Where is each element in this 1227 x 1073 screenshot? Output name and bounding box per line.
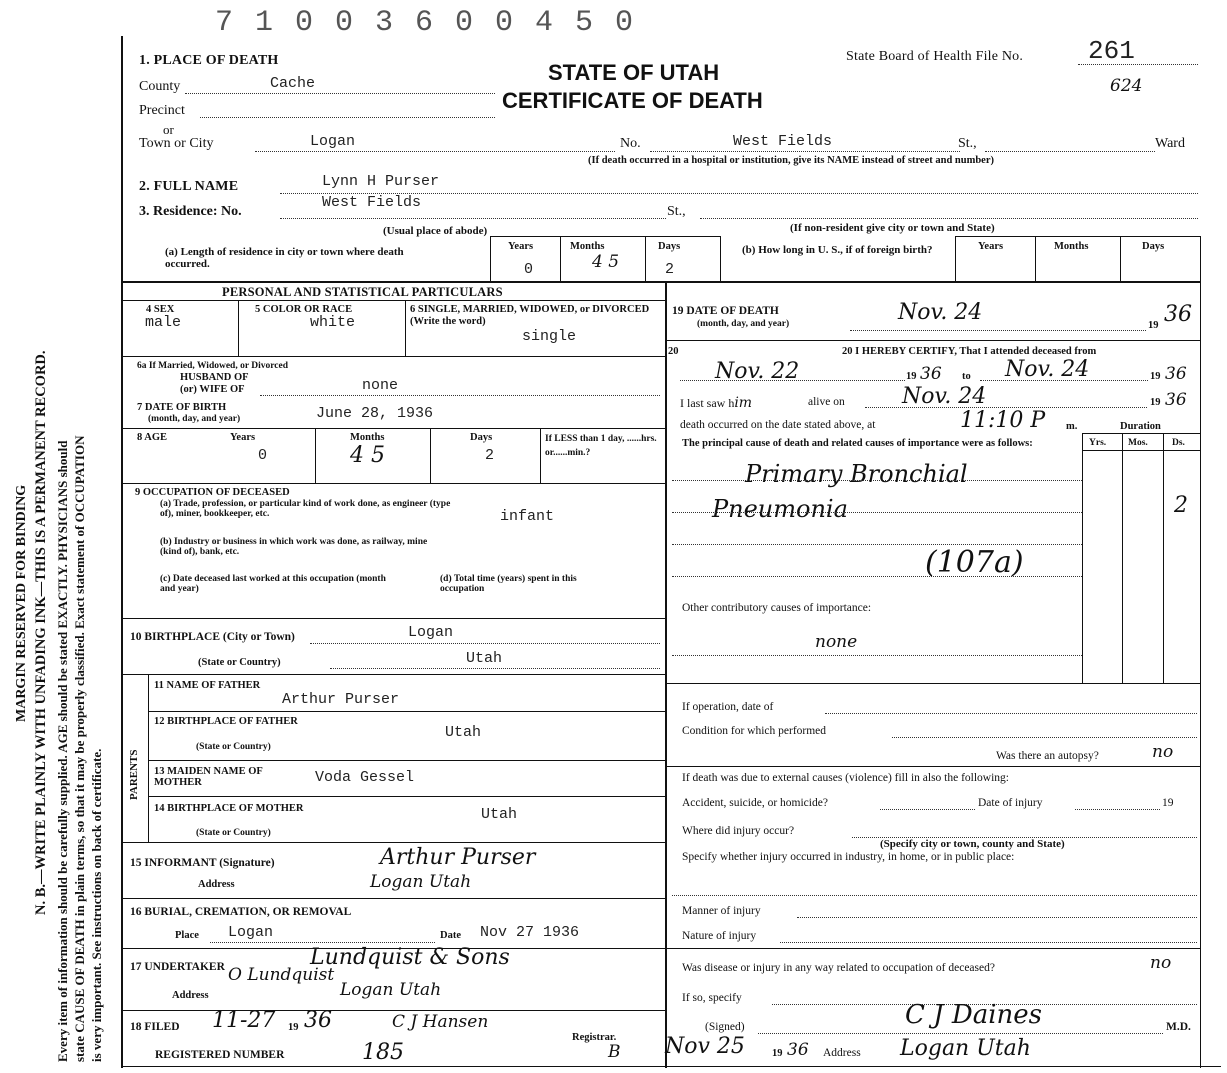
undertaker-value: Lundquist & Sons: [310, 945, 510, 970]
last-saw-label: [680, 395, 752, 411]
res-months-value: 4 5: [592, 252, 620, 272]
operation-label: If operation, date of: [682, 701, 774, 713]
md-label: M.D.: [1166, 1021, 1191, 1033]
father-birthplace-value: Utah: [445, 724, 482, 741]
occupation-b-label: (b) Industry or business in which work was done, as railway, mine (kind of), bank, etc.: [160, 537, 428, 557]
age-years-value: 0: [258, 447, 268, 464]
age-days-label: Days: [470, 432, 493, 443]
town-label: Town or City: [139, 136, 214, 151]
accident-label: Accident, suicide, or homicide?: [682, 797, 828, 809]
res-months-label: Months: [570, 241, 605, 252]
us-residence-label: (b) How long in U. S., if of foreign birth?: [742, 244, 933, 256]
registrar-label: Registrar.: [572, 1032, 617, 1043]
last-saw-pronoun: im: [734, 395, 753, 411]
informant-address-value: Logan Utah: [370, 872, 472, 892]
father-name-value: Arthur Purser: [282, 691, 400, 708]
registrar-initial: B: [608, 1042, 621, 1062]
signed-year-prefix: 19: [772, 1048, 783, 1059]
physician-signature: C J Daines: [905, 1000, 1042, 1030]
cause-code-value: (107a): [925, 545, 1024, 580]
father-birthplace-state-label: (State or Country): [196, 742, 271, 752]
age-months-label: Months: [350, 432, 385, 443]
last-saw-year: 36: [1165, 390, 1187, 410]
death-date-value: Nov. 24: [898, 300, 983, 325]
nature-label: Nature of injury: [682, 930, 757, 942]
file-number: 261: [1088, 36, 1135, 66]
dob-sub-label: (month, day, and year): [148, 414, 241, 424]
instruction-line-3: is very important. See instructions on back of certificate.: [89, 748, 104, 1062]
age-years-label: Years: [230, 432, 256, 443]
registered-number-label: REGISTERED NUMBER: [155, 1049, 285, 1061]
occupation-c-label: (c) Date deceased last worked at this occupation (month and year): [160, 574, 386, 594]
mother-name-label: 13 MAIDEN NAME OF MOTHER: [154, 766, 263, 788]
last-saw-value: Nov. 24: [902, 384, 987, 409]
stamp-number: 7 1 0 0 3 6 0 0 4 5 0: [215, 6, 636, 40]
sex-label: 4 SEX: [146, 304, 175, 315]
number-label: No.: [620, 136, 641, 151]
us-days-label: Days: [1142, 241, 1165, 252]
res-days-label: Days: [658, 241, 681, 252]
occupation-value: infant: [500, 508, 555, 525]
attended-from-value: Nov. 22: [715, 359, 800, 384]
file-number-secondary: 624: [1110, 76, 1143, 96]
town-value: Logan: [310, 133, 356, 150]
undertaker-address-value: Logan Utah: [340, 980, 442, 1000]
signed-date-value: Nov 25: [665, 1034, 745, 1059]
duration-days-value: 2: [1174, 493, 1188, 518]
res-years-label: Years: [508, 241, 534, 252]
death-date-label: 19 DATE OF DEATH: [672, 305, 779, 317]
cause-label: The principal cause of death and related causes of importance were as follows:: [682, 438, 1033, 449]
burial-place-value: Logan: [228, 924, 274, 941]
signed-year-value: 36: [787, 1040, 809, 1060]
filed-label: 18 FILED: [130, 1021, 180, 1033]
us-years-label: Years: [978, 241, 1004, 252]
registered-number-value: 185: [362, 1040, 404, 1065]
state-title: STATE OF UTAH: [548, 60, 720, 85]
birthplace-state-value: Utah: [466, 650, 503, 667]
attended-to-year: 36: [1165, 364, 1187, 384]
permanent-record-note: N. B.—WRITE PLAINLY WITH UNFADING INK—THIS IS A PERMANENT RECORD.: [33, 350, 49, 915]
age-months-value: 4 5: [350, 443, 385, 468]
attended-to-value: Nov. 24: [1005, 357, 1090, 382]
nonresident-note: (If non-resident give city or town and State): [790, 222, 995, 234]
external-causes-label: If death was due to external causes (violence) fill in also the following:: [682, 772, 1010, 784]
age-days-value: 2: [485, 447, 495, 464]
father-birthplace-label: 12 BIRTHPLACE OF FATHER: [154, 716, 298, 727]
contributory-value: none: [815, 632, 858, 652]
street-label: St.,: [958, 136, 977, 151]
parents-side-label: PARENTS: [128, 749, 140, 800]
injury-year-label: 19: [1162, 797, 1174, 809]
mother-birthplace-label: 14 BIRTHPLACE OF MOTHER: [154, 803, 304, 814]
registrar-signature: C J Hansen: [392, 1012, 489, 1032]
undertaker-signature: O Lundquist: [228, 965, 335, 985]
us-months-label: Months: [1054, 241, 1089, 252]
birthplace-label: 10 BIRTHPLACE (City or Town): [130, 631, 295, 643]
occupation-related-label: Was disease or injury in any way related to occupation of deceased?: [682, 962, 995, 974]
full-name-value: Lynn H Purser: [322, 173, 440, 190]
instruction-line-2: state CAUSE OF DEATH in plain terms, so that it may be properly classified. Exact statement of OCCUPATION: [72, 435, 87, 1062]
length-residence-label: (a) Length of residence in city or town where death occurred.: [165, 246, 404, 270]
place-of-death-label: 1. PLACE OF DEATH: [139, 53, 279, 68]
binding-note: MARGIN RESERVED FOR BINDING: [14, 484, 29, 722]
county-label: County: [139, 79, 181, 94]
burial-date-label: Date: [440, 930, 461, 941]
marital-value: single: [522, 328, 577, 345]
undertaker-label: 17 UNDERTAKER: [130, 961, 225, 973]
marital-label: 6 SINGLE, MARRIED, WIDOWED, or DIVORCED (Write the word): [410, 304, 650, 327]
sex-value: male: [145, 314, 182, 331]
mother-birthplace-state-label: (State or Country): [196, 828, 271, 838]
occupation-d-label: (d) Total time (years) spent in this occupation: [440, 574, 577, 594]
instruction-line-1: Every item of information should be carefully supplied. AGE should be stated EXACTLY. PHYSICIANS should: [55, 440, 70, 1062]
attended-from-year: 36: [920, 364, 942, 384]
file-number-label: State Board of Health File No.: [846, 49, 1024, 64]
hospital-note: (If death occurred in a hospital or institution, give its NAME instead of street and number): [588, 155, 995, 166]
death-time-m-label: m.: [1066, 421, 1078, 432]
last-saw-year-prefix: 19: [1150, 397, 1161, 408]
color-label: 5 COLOR OR RACE: [255, 304, 353, 315]
spouse-value: none: [362, 377, 399, 394]
injury-date-label: Date of injury: [978, 797, 1043, 809]
spouse-label-1: 6a If Married, Widowed, or Divorced: [137, 361, 289, 371]
burial-place-label: Place: [175, 930, 199, 941]
duration-yrs-label: Yrs.: [1089, 438, 1107, 448]
mother-birthplace-value: Utah: [481, 806, 518, 823]
burial-label: 16 BURIAL, CREMATION, OR REMOVAL: [130, 906, 352, 918]
cause-primary-value: Primary Bronchial: [745, 460, 968, 488]
attended-to-label: to: [962, 371, 971, 382]
condition-label: Condition for which performed: [682, 725, 827, 737]
autopsy-label: Was there an autopsy?: [996, 750, 1099, 762]
certify-number: 20: [668, 346, 679, 357]
signed-label: (Signed): [705, 1021, 745, 1033]
or-label: or: [163, 122, 174, 137]
residence-value: West Fields: [322, 194, 422, 211]
autopsy-value: no: [1152, 742, 1174, 762]
duration-mos-label: Mos.: [1128, 438, 1148, 448]
certify-label: 20 I HEREBY CERTIFY, That I attended deceased from: [842, 346, 1097, 357]
filed-date-value: 11-27: [212, 1008, 276, 1033]
manner-label: Manner of injury: [682, 905, 761, 917]
residence-label: 3. Residence: No.: [139, 204, 242, 219]
occupation-label: 9 OCCUPATION OF DECEASED: [135, 487, 290, 498]
age-label: 8 AGE: [137, 432, 168, 443]
spouse-label-2: HUSBAND OF: [180, 372, 249, 383]
attended-to-year-prefix: 19: [1150, 371, 1161, 382]
usual-abode-note: (Usual place of abode): [383, 225, 488, 237]
informant-label: 15 INFORMANT (Signature): [130, 857, 275, 869]
physician-address-label: Address: [823, 1047, 861, 1059]
filed-year-prefix: 19: [288, 1022, 299, 1033]
duration-ds-label: Ds.: [1172, 438, 1185, 448]
full-name-label: 2. FULL NAME: [139, 179, 239, 194]
death-date-sub-label: (month, day, and year): [697, 319, 790, 329]
specify-industry-label: Specify whether injury occurred in industry, in home, or in public place:: [682, 851, 1015, 863]
if-so-label: If so, specify: [682, 992, 742, 1004]
death-year-value: 36: [1164, 302, 1192, 327]
color-value: white: [310, 314, 356, 331]
birthplace-city-value: Logan: [408, 624, 454, 641]
contributory-label: Other contributory causes of importance:: [682, 602, 872, 614]
street-value: West Fields: [733, 133, 833, 150]
undertaker-address-label: Address: [172, 990, 209, 1001]
burial-date-value: Nov 27 1936: [480, 924, 580, 941]
less-than-label: If LESS than 1 day, ......hrs. or......min.?: [545, 434, 657, 458]
informant-address-label: Address: [198, 879, 235, 890]
mother-name-value: Voda Gessel: [315, 769, 415, 786]
attended-from-year-prefix: 19: [906, 371, 917, 382]
alive-on-label: alive on: [808, 396, 845, 408]
duration-label: Duration: [1120, 421, 1161, 432]
res-days-value: 2: [665, 261, 675, 278]
dob-label: 7 DATE OF BIRTH: [137, 402, 227, 413]
death-time-value: 11:10 P: [960, 408, 1046, 433]
last-saw-prefix: I last saw h: [680, 396, 735, 410]
county-value: Cache: [270, 75, 316, 92]
dob-value: June 28, 1936: [316, 405, 434, 422]
birthplace-state-label: (State or Country): [198, 657, 281, 668]
residence-street-label: St.,: [667, 204, 686, 219]
specify-city-note: (Specify city or town, county and State): [880, 838, 1065, 850]
cause-secondary-value: Pneumonia: [712, 495, 848, 523]
injury-location-label: Where did injury occur?: [682, 825, 795, 837]
physician-address-value: Logan Utah: [900, 1036, 1031, 1061]
res-years-value: 0: [524, 261, 534, 278]
occupation-a-label: (a) Trade, profession, or particular kind of work done, as engineer (type of), miner, bookkeeper, etc.: [160, 499, 451, 519]
precinct-label: Precinct: [139, 103, 185, 118]
father-name-label: 11 NAME OF FATHER: [154, 680, 261, 691]
occupation-related-value: no: [1150, 953, 1172, 973]
death-year-prefix: 19: [1148, 320, 1159, 331]
informant-signature: Arthur Purser: [380, 845, 536, 870]
occurred-at-label: death occurred on the date stated above, at: [680, 419, 876, 431]
spouse-label-3: (or) WIFE OF: [180, 384, 245, 395]
ward-label: Ward: [1155, 136, 1185, 151]
filed-year-value: 36: [304, 1008, 332, 1033]
certificate-title: CERTIFICATE OF DEATH: [502, 88, 763, 113]
personal-heading: PERSONAL AND STATISTICAL PARTICULARS: [222, 285, 503, 299]
